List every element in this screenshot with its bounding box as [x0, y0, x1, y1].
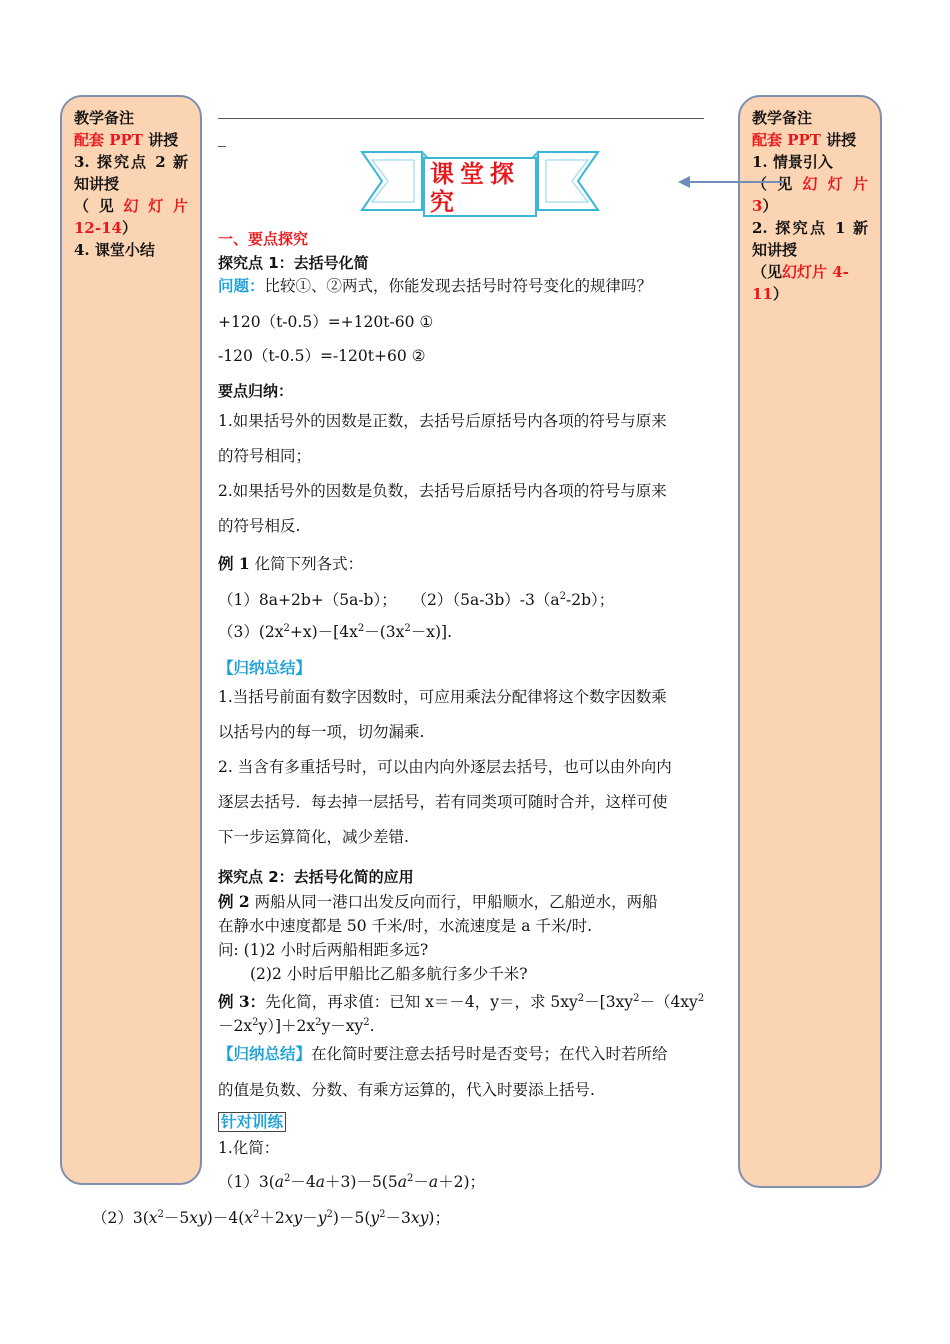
training-item-2: $(2)3(x^2-5xy)-4(x^2+2xy-y^2)-5(y^2-3xy)$； [92, 1208, 450, 1227]
training-title: 1.化简： [218, 1139, 280, 1157]
training-heading: 针对训练 [218, 1110, 726, 1134]
right-note-line2: 1. 情景引入 [752, 153, 833, 171]
rules-block: 1.如果括号外的因数是正数，去括号后原括号内各项的符号与原来 的符号相同； 2.如果括号外的因数是负数，去括号后原括号内各项的符号与原来 的符号相反. [218, 412, 667, 535]
equation-1: +120（t-0.5）=+120t-60 ① [218, 313, 434, 331]
example2-block: 例 2 两船从同一港口出发反向而行，甲船顺水，乙船逆水，两船 在静水中速度都是 50 千米/时，水流速度是 a 千米/时. 问: (1)2 小时后两船相距多远? (2)2 小时后甲船比乙船多航行多少千米? [218, 892, 658, 983]
left-note-line1: 配套 PPT 讲授 [74, 131, 179, 149]
banner-title: 课堂探究 [430, 160, 520, 216]
left-note-line3: 知讲授 [74, 175, 120, 193]
left-note-title: 教学备注 [74, 109, 135, 127]
right-note-line4: 3） [752, 197, 778, 215]
right-note-line5: 2. 探究点 1 新 [752, 219, 868, 237]
point2-title: 探究点 2：去括号化简的应用 [218, 868, 414, 886]
equation-2: -120（t-0.5）=-120t+60 ② [218, 347, 426, 365]
point1-title: 探究点 1：去括号化简 [218, 254, 369, 272]
right-note-line3: （ 见 幻 灯 片 [752, 175, 868, 193]
left-note-line4: （ 见 幻 灯 片 [74, 197, 188, 215]
header-rule [218, 118, 704, 119]
conclusion-block-1: 1.当括号前面有数字因数时，可应用乘法分配律将这个数字因数乘 以括号内的每一项，切勿漏乘. 2. 当含有多重括号时，可以由内向外逐层去括号，也可以由外向内 逐层去括号．每去掉一层括号，若有同类项可随时合并，这样可使 下一步运算简化，减少差错. [218, 688, 672, 846]
right-note-line8: 11） [752, 285, 788, 303]
training-item-1: $(1)3(a^2-4a+3)-5(5a^2-a+2)$； [218, 1172, 486, 1191]
question-line: 问题：比较①、②两式，你能发现去括号时符号变化的规律吗？ [218, 277, 653, 295]
header-rule-dash [218, 146, 226, 147]
example1-part3: $(3)(2x^2+x)-[4x^2-(3x^2-x)]$. [218, 622, 452, 641]
right-teaching-notes [738, 95, 882, 1188]
right-note-line1: 配套 PPT 讲授 [752, 131, 857, 149]
right-note-line7: （见幻灯片 4- [752, 263, 849, 281]
conclusion-heading-1: 【归纳总结】 [218, 659, 312, 677]
example1-title: 例 1 化简下列各式： [218, 554, 364, 573]
left-note-line6: 4. 课堂小结 [74, 241, 155, 259]
left-note-line2: 3. 探究点 2 新 [74, 153, 188, 171]
section-title: 一、要点探究 [218, 230, 309, 248]
summary-title: 要点归纳： [218, 382, 294, 400]
conclusion-block-2: 【归纳总结】在化简时要注意去括号时是否变号；在代入时若所给 的值是负数、分数、有乘方运算的，代入时要添上括号. [218, 1045, 668, 1099]
left-note-line5: 12-14） [74, 219, 137, 237]
arrow-left-icon [676, 170, 786, 194]
example1-parts: （1）8a+2b+（5a-b）； $(2)(5a-3b)-3(a^2-2b)$； [218, 590, 615, 609]
example3-block: 例 3：先化简，再求值：已知 x＝－4，y＝，求 $5xy^2-[3xy^2-(4xy^2$ $-2x^2y)]+2x^2y-xy^2$. [218, 992, 705, 1035]
left-teaching-notes [60, 95, 202, 1185]
right-note-title: 教学备注 [752, 109, 813, 127]
right-note-line6: 知讲授 [752, 241, 798, 259]
